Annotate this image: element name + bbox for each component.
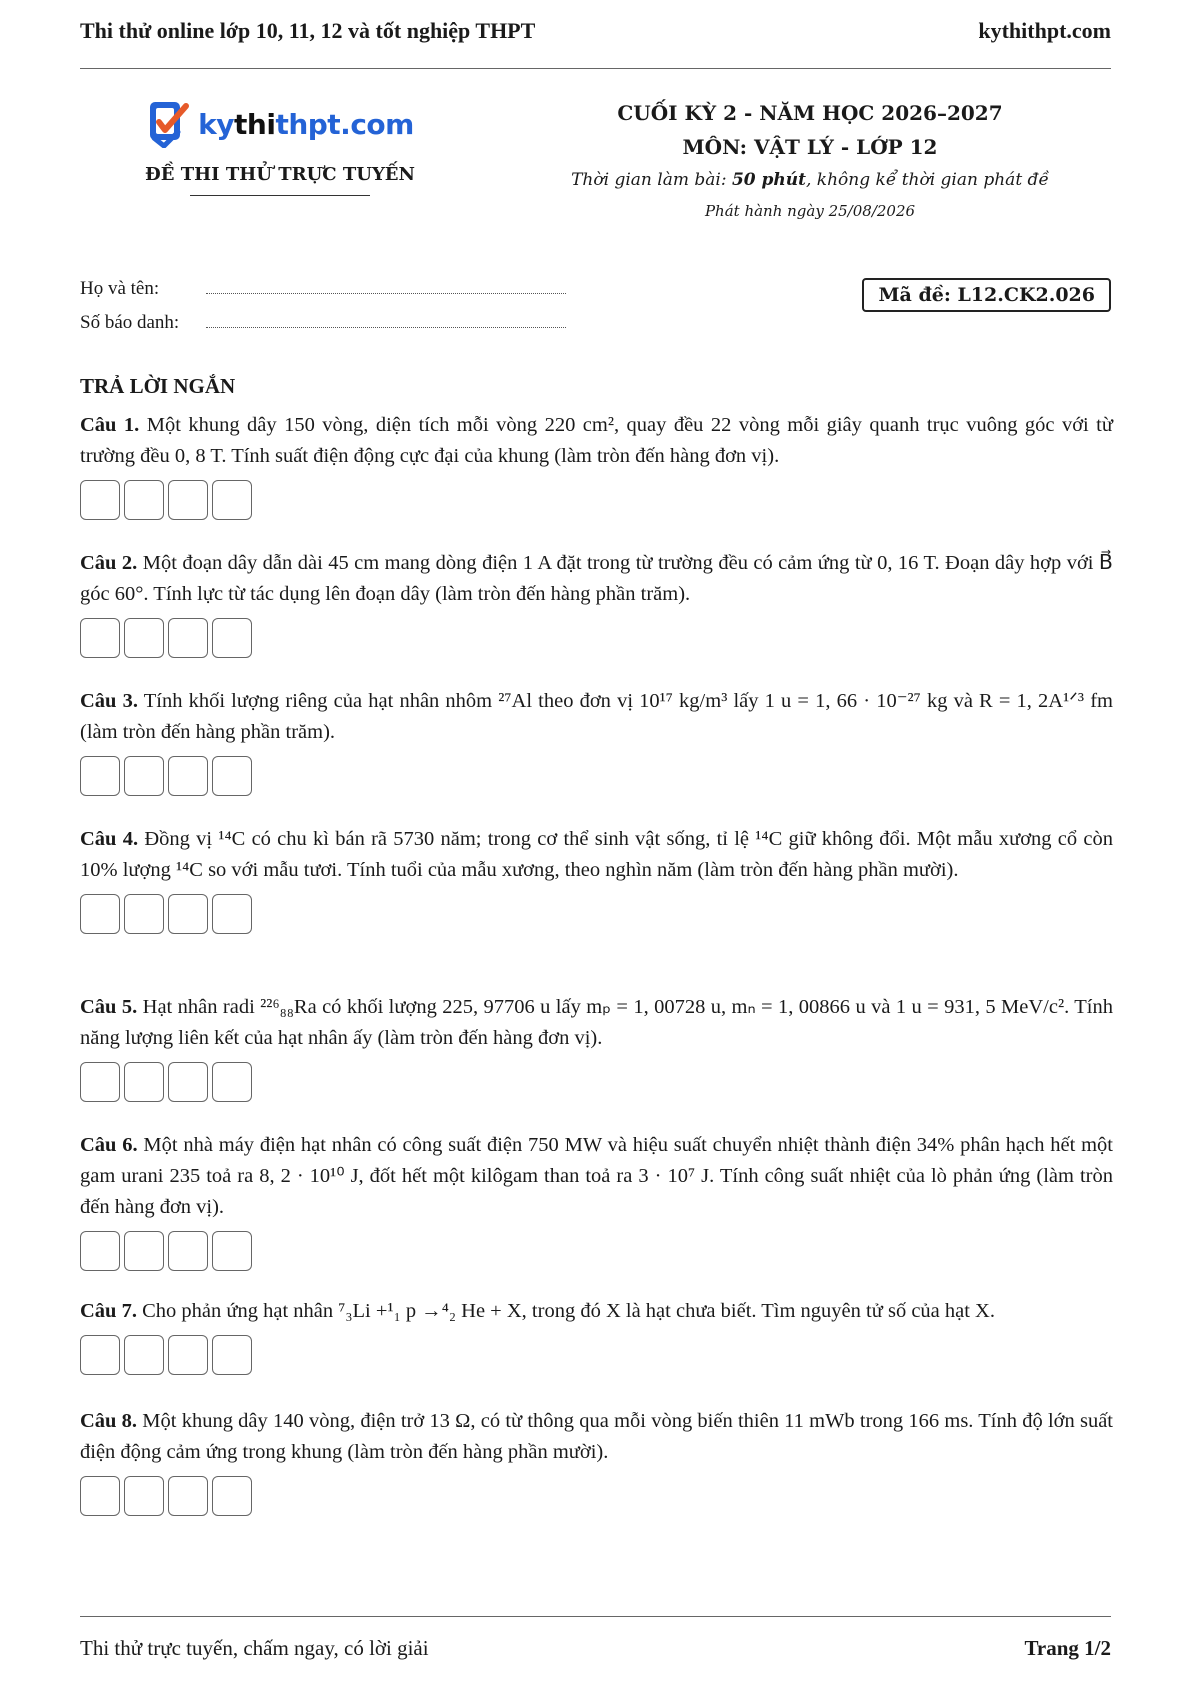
answer-box[interactable] bbox=[124, 894, 164, 934]
answer-box[interactable] bbox=[80, 756, 120, 796]
page-number: Trang 1/2 bbox=[1024, 1636, 1111, 1660]
answer-boxes bbox=[80, 1476, 1113, 1516]
logo-text-ky: ky bbox=[198, 107, 235, 141]
answer-boxes bbox=[80, 1231, 1113, 1271]
header-rule bbox=[80, 68, 1111, 69]
id-field[interactable] bbox=[206, 311, 566, 328]
question-label: Câu 3. bbox=[80, 690, 138, 712]
exam-time bbox=[540, 164, 1080, 196]
answer-box[interactable] bbox=[212, 1062, 252, 1102]
answer-box[interactable] bbox=[168, 1335, 208, 1375]
answer-box[interactable] bbox=[212, 894, 252, 934]
student-info bbox=[80, 266, 566, 334]
question-5 bbox=[80, 992, 1113, 1102]
answer-box[interactable] bbox=[212, 480, 252, 520]
question-text: Đồng vị ¹⁴C có chu kì bán rã 5730 năm; trong cơ thể sinh vật sống, tỉ lệ ¹⁴C giữ không đổi. Một mẫu xương cổ còn 10% lượng ¹⁴C so với mẫu tươi. Tính tuổi của mẫu xương, theo nghìn năm (làm tròn đến hàng phần mười). bbox=[80, 828, 1113, 881]
question-label: Câu 8. bbox=[80, 1410, 138, 1432]
question-7 bbox=[80, 1296, 1113, 1375]
answer-boxes bbox=[80, 480, 1113, 520]
answer-box[interactable] bbox=[168, 618, 208, 658]
answer-box[interactable] bbox=[124, 1062, 164, 1102]
question-6 bbox=[80, 1130, 1113, 1271]
logo-check-icon bbox=[146, 100, 192, 148]
question-8 bbox=[80, 1406, 1113, 1516]
answer-box[interactable] bbox=[124, 756, 164, 796]
answer-box[interactable] bbox=[212, 756, 252, 796]
answer-box[interactable] bbox=[80, 894, 120, 934]
logo-text bbox=[198, 108, 414, 141]
answer-boxes bbox=[80, 1062, 1113, 1102]
name-row bbox=[80, 266, 566, 300]
question-label: Câu 1. bbox=[80, 414, 140, 436]
exam-time-suffix: , không kể thời gian phát đề bbox=[806, 170, 1049, 190]
name-field[interactable] bbox=[206, 277, 566, 294]
footer-rule bbox=[80, 1616, 1111, 1617]
question-2 bbox=[80, 548, 1113, 658]
section-title: TRẢ LỜI NGẮN bbox=[80, 374, 236, 398]
answer-box[interactable] bbox=[80, 1476, 120, 1516]
question-text: Cho phản ứng hạt nhân ⁷₃Li +¹₁ p →⁴₂ He + X, trong đó X là hạt chưa biết. Tìm nguyên tử số của hạt X. bbox=[142, 1300, 995, 1322]
exam-subject: MÔN: VẬT LÝ - LỚP 12 bbox=[682, 135, 938, 159]
answer-box[interactable] bbox=[80, 1062, 120, 1102]
question-text: Một đoạn dây dẫn dài 45 cm mang dòng điện 1 A đặt trong từ trường đều có cảm ứng từ 0, 16 T. Đoạn dây hợp với B⃗ góc 60°. Tính lực từ tác dụng lên đoạn dây (làm tròn đến hàng phần trăm). bbox=[80, 552, 1113, 605]
question-text: Hạt nhân radi ²²⁶₈₈Ra có khối lượng 225, 97706 u lấy mₚ = 1, 00728 u, mₙ = 1, 00866 u và 1 u = 931, 5 MeV/c². Tính năng lượng liên kết của hạt nhân ấy (làm tròn đến hàng đơn vị). bbox=[80, 996, 1113, 1049]
answer-box[interactable] bbox=[124, 1231, 164, 1271]
header-left-text: Thi thử online lớp 10, 11, 12 và tốt nghiệp THPT bbox=[80, 18, 536, 43]
id-row bbox=[80, 300, 566, 334]
question-text: Tính khối lượng riêng của hạt nhân nhôm ²⁷Al theo đơn vị 10¹⁷ kg/m³ lấy 1 u = 1, 66 · 10⁻²⁷ kg và R = 1, 2A¹ᐟ³ fm (làm tròn đến hàng phần trăm). bbox=[80, 690, 1113, 743]
answer-box[interactable] bbox=[168, 894, 208, 934]
release-date: Phát hành ngày 25/08/2026 bbox=[704, 202, 916, 220]
exam-title: CUỐI KỲ 2 - NĂM HỌC 2026–2027 bbox=[617, 101, 1003, 125]
exam-time-prefix: Thời gian làm bài: bbox=[571, 170, 732, 190]
answer-box[interactable] bbox=[212, 618, 252, 658]
answer-box[interactable] bbox=[80, 618, 120, 658]
online-exam-subtitle: ĐỀ THI THỬ TRỰC TUYẾN bbox=[145, 164, 415, 185]
exam-time-value: 50 phút bbox=[731, 170, 806, 190]
answer-boxes bbox=[80, 756, 1113, 796]
question-label: Câu 2. bbox=[80, 552, 138, 574]
name-label: Họ và tên: bbox=[80, 278, 160, 299]
question-label: Câu 6. bbox=[80, 1134, 138, 1156]
answer-boxes bbox=[80, 1335, 1113, 1375]
answer-box[interactable] bbox=[124, 1476, 164, 1516]
answer-box[interactable] bbox=[124, 1335, 164, 1375]
logo-text-thi: thi bbox=[234, 107, 276, 141]
logo-text-domain: thpt.com bbox=[275, 107, 414, 141]
answer-box[interactable] bbox=[168, 1062, 208, 1102]
question-4 bbox=[80, 824, 1113, 934]
answer-box[interactable] bbox=[168, 1231, 208, 1271]
page-header bbox=[80, 18, 1111, 44]
answer-box[interactable] bbox=[212, 1231, 252, 1271]
question-label: Câu 7. bbox=[80, 1300, 137, 1322]
exam-info bbox=[540, 96, 1080, 226]
answer-box[interactable] bbox=[212, 1335, 252, 1375]
header-site-link[interactable]: kythithpt.com bbox=[978, 18, 1111, 43]
answer-box[interactable] bbox=[168, 756, 208, 796]
page-footer bbox=[80, 1636, 1111, 1661]
subtitle-underline bbox=[190, 195, 370, 196]
exam-code-badge: Mã đề: L12.CK2.026 bbox=[862, 278, 1111, 312]
answer-boxes bbox=[80, 618, 1113, 658]
answer-box[interactable] bbox=[212, 1476, 252, 1516]
answer-box[interactable] bbox=[124, 618, 164, 658]
answer-box[interactable] bbox=[80, 480, 120, 520]
question-text: Một nhà máy điện hạt nhân có công suất điện 750 MW và hiệu suất chuyển nhiệt thành điện 34% phân hạch hết một gam urani 235 toả ra 8, 2 · 10¹⁰ J, đốt hết một kilôgam than toả ra 3 · 10⁷ J. Tính công suất nhiệt của lò phản ứng (làm tròn đến hàng đơn vị). bbox=[80, 1134, 1113, 1218]
question-label: Câu 5. bbox=[80, 996, 138, 1018]
question-text: Một khung dây 150 vòng, diện tích mỗi vòng 220 cm², quay đều 22 vòng mỗi giây quanh trục vuông góc với từ trường đều 0, 8 T. Tính suất điện động cực đại của khung (làm tròn đến hàng đơn vị). bbox=[80, 414, 1113, 467]
logo-block bbox=[130, 100, 430, 196]
answer-box[interactable] bbox=[80, 1231, 120, 1271]
answer-boxes bbox=[80, 894, 1113, 934]
id-label: Số báo danh: bbox=[80, 312, 180, 333]
answer-box[interactable] bbox=[168, 1476, 208, 1516]
answer-box[interactable] bbox=[124, 480, 164, 520]
footer-tagline: Thi thử trực tuyến, chấm ngay, có lời giải bbox=[80, 1636, 429, 1660]
question-1 bbox=[80, 410, 1113, 520]
question-label: Câu 4. bbox=[80, 828, 139, 850]
logo bbox=[130, 100, 430, 148]
question-text: Một khung dây 140 vòng, điện trở 13 Ω, có từ thông qua mỗi vòng biến thiên 11 mWb trong 166 ms. Tính độ lớn suất điện động cảm ứng trong khung (làm tròn đến hàng phần mười). bbox=[80, 1410, 1113, 1463]
question-3 bbox=[80, 686, 1113, 796]
answer-box[interactable] bbox=[80, 1335, 120, 1375]
answer-box[interactable] bbox=[168, 480, 208, 520]
